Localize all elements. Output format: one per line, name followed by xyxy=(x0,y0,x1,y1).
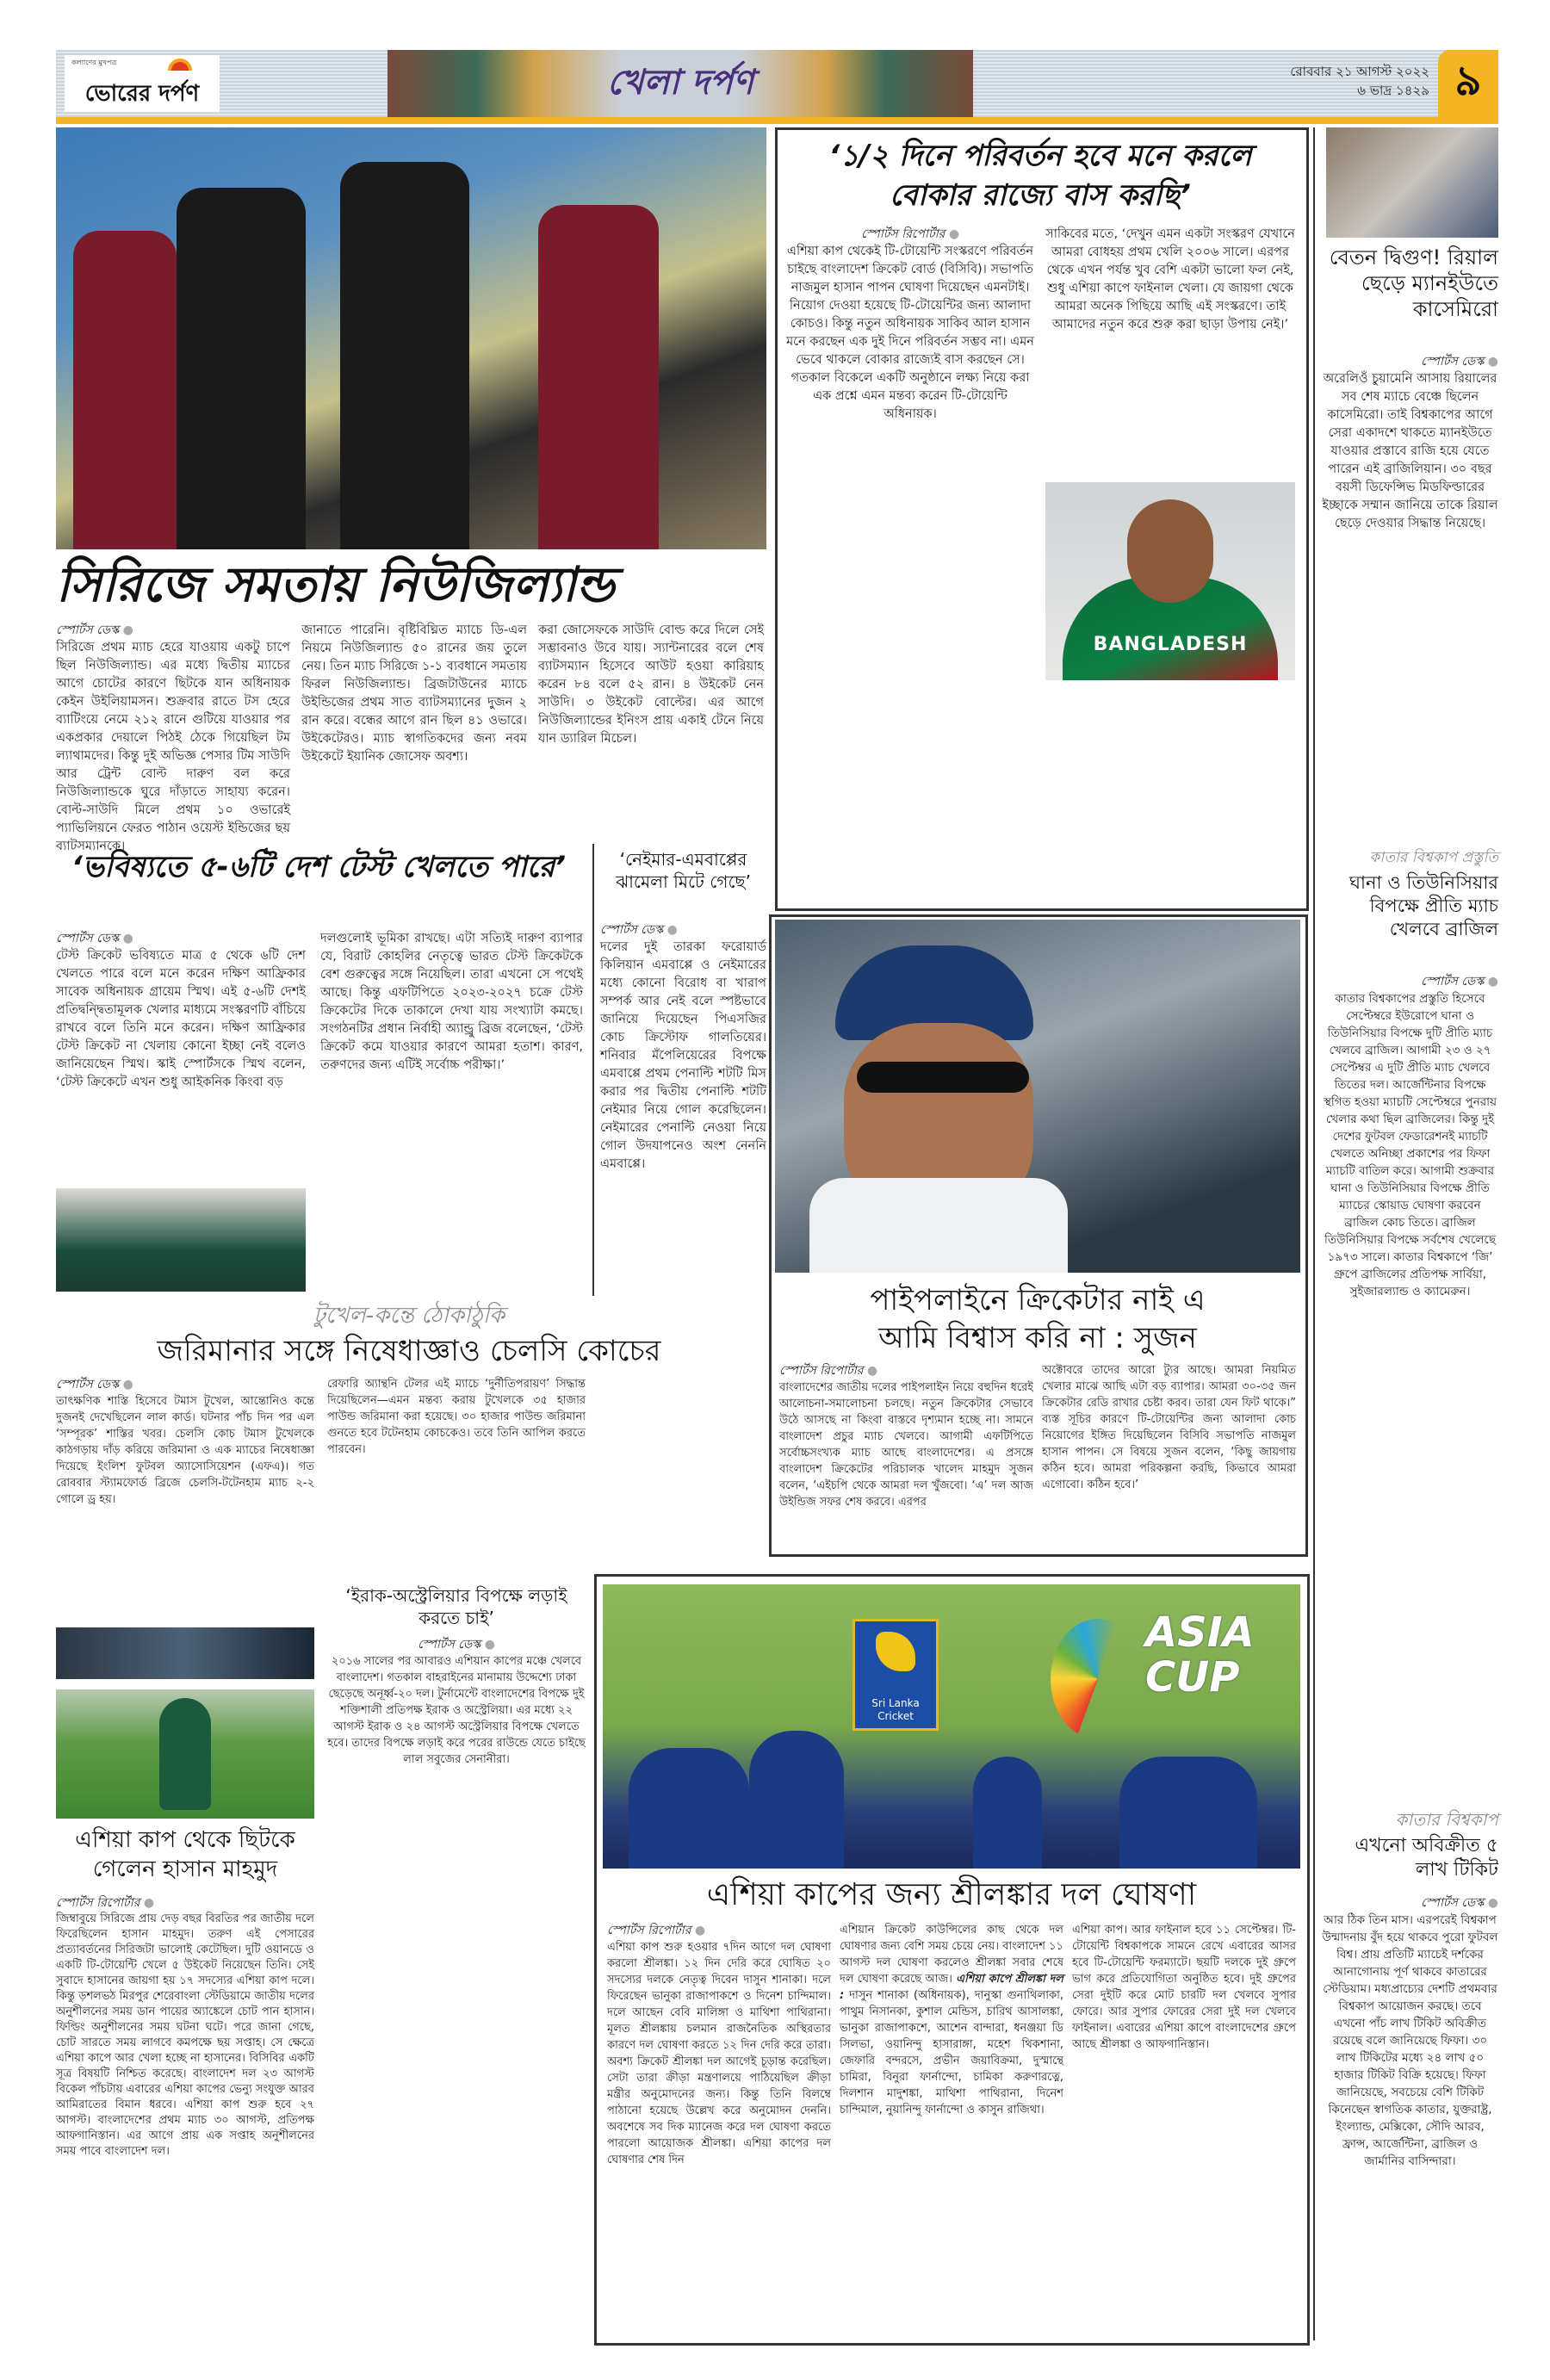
paper-tagline: কল্যাণের মুখপত্র xyxy=(71,59,117,66)
shakib-body-1: এশিয়া কাপ থেকেই টি-টোয়েন্টি সংস্করণে পরিবর্তন চাইছে বাংলাদেশ ক্রিকেট বোর্ড (বিসিবি)। সভাপতি নাজমুল হাসান পাপন ঘোষণা দিয়েছেন এমনটাই। নিয়োগ দেওয়া হয়েছে টি-টোয়েন্টির জন্য আলাদা কোচও। কিন্তু নতুন অধিনায়ক সাকিব আল হাসান মনে করছেন এক দুই দিনে পরিবর্তন সম্ভব না। এমন ভেবে থাকলে বোকার রাজ্যেই বাস করছেন সে। গতকাল বিকেলে একটি অনুষ্ঠানে লক্ষ্য নিয়ে করা এক প্রশ্নে এমন মন্তব্য করেন টি-টোয়েন্টি অধিনায়ক। xyxy=(786,245,1034,421)
srilanka-col-3 xyxy=(1072,1922,1296,2334)
lion-icon xyxy=(876,1632,915,1671)
brazil-byline: স্পোর্টস ডেস্ক ● xyxy=(1322,973,1498,990)
brazil-kicker: কাতার বিশ্বকাপ প্রস্তুতি xyxy=(1369,849,1498,866)
nz-col-2 xyxy=(301,622,527,837)
srilanka-body-3: এশিয়া কাপ। আর ফাইনাল হবে ১১ সেপ্টেম্বর। টি-টোয়েন্টি বিশ্বকাপকে সামনে রেখে এবারের আসর হবে টি-টোয়েন্টি ফরম্যাটে। ছয়টি দলকে দুই গ্রুপে ভাগ করে প্রতিযোগিতা অনুষ্ঠিত হবে। দুই গ্রুপের সেরা দুইটি করে মোট চারটি দল খেলবে সুপার ফোরে। আর সুপার ফোরের সেরা দুই দল খেলবে ফাইনাল। এবারের এশিয়া কাপে বাংলাদেশের গ্রুপে আছে শ্রীলঙ্কা ও আফগানিস্তান। xyxy=(1072,1924,1296,2051)
date-gregorian: রোববার ২১ আগস্ট ২০২২ xyxy=(1290,64,1429,79)
nz-headline[interactable]: সিরিজে সমতায় নিউজিল্যান্ড xyxy=(56,557,615,613)
smith-col-2 xyxy=(320,930,583,1292)
section-title: খেলা দর্পণ xyxy=(606,63,754,102)
hasan-headline[interactable]: এশিয়া কাপ থেকে ছিটকে গেলেন হাসান মাহমুদ xyxy=(75,1827,295,1882)
tickets-body: আর ঠিক তিন মাস। এরপরেই বিশ্বকাপ উন্মাদনায় বুঁদ হয়ে থাকবে পুরো ফুটবল বিশ্ব। প্রায় প্রতিটি ম্যাচেই দর্শকের আনাগোনায় পূর্ণ থাকবে কাতারের স্টেডিয়াম। মধ্যপ্রাচ্যের দেশটি প্রথমবার বিশ্বকাপ আয়োজন করছে। তবে এখনো পাঁচ লাখ টিকিট অবিক্রীত রয়েছে বলে জানিয়েছে ফিফা। ৩০ লাখ টিকিটের মধ্যে ২৪ লাখ ৫০ হাজার টিকিট বিক্রি হয়েছে। ফিফা জানিয়েছে, সবচেয়ে বেশি টিকিট কিনেছেন স্বাগতিক কাতার, যুক্তরাষ্ট্র, ইংল্যান্ড, মেক্সিকো, সৌদি আরব, ফ্রান্স, আর্জেন্টিনা, ব্রাজিল ও জার্মানির বাসিন্দারা। xyxy=(1322,1913,1498,2168)
neymar-col xyxy=(600,921,766,1292)
smith-byline: স্পোর্টস ডেস্ক ● xyxy=(56,930,306,947)
tickets-byline: স্পোর্টস ডেস্ক ● xyxy=(1322,1894,1498,1912)
masthead xyxy=(56,50,1498,124)
sujon-body-1: বাংলাদেশের জাতীয় দলের পাইপলাইন নিয়ে বহুদিন ধরেই আলোচনা-সমালোচনা চলছে। নতুন ক্রিকেটার সেভাবে উঠে আসছে না কিংবা বাস্তবে দৃশ্যমান হচ্ছে না। সামনে বাংলাদেশ প্রচুর ম্যাচ খেলবে। আগামী এফটিপিতে সর্বোচ্চসংখ্যক ম্যাচ আছে বাংলাদেশের। এ প্রসঙ্গে বাংলাদেশ ক্রিকেটের পরিচালক খালেদ মাহমুদ সুজন বলেন, ‘এইচপি থেকে আমরা দল খুঁজবো। ‘এ’ দল আজ উইন্ডিজ সফর শেষ করবে। এরপর xyxy=(779,1381,1033,1509)
tickets-headline[interactable]: এখনো অবিক্রীত ৫ লাখ টিকিট xyxy=(1355,1835,1498,1881)
sri-lanka-cricket-logo xyxy=(852,1619,939,1731)
smith-headline[interactable]: ‘ভবিষ্যতে ৫-৬টি দেশ টেস্ট খেলতে পারে’ xyxy=(71,850,567,884)
iraq-col xyxy=(327,1636,586,2342)
iraq-headline[interactable]: ‘ইরাক-অস্ট্রেলিয়ার বিপক্ষে লড়াই করতে চাই’ xyxy=(345,1585,567,1628)
shakib-headline-line-2: বোকার রাজ্যে বাস করছি’ xyxy=(890,178,1191,213)
tuchel-kicker: টুখেল-কন্তে ঠোকাঠুকি xyxy=(313,1303,505,1329)
right-column-divider xyxy=(1313,127,1315,2340)
tuchel-body-1: তাৎক্ষণিক শাস্তি হিসেবে টমাস টুখেল, আন্তোনিও কন্তে দুজনই দেখেছিলেন লাল কার্ড। ঘটনার পাঁচ দিন পর এল ‘সম্পূরক’ শাস্তির খবর। চেলসি কোচ টমাস টুখেলকে কাঠগড়ায় দাঁড় করিয়ে জরিমানা ও এক ম্যাচের নিষেধাজ্ঞা দিয়েছে ইংলিশ ফুটবল অ্যাসোসিয়েশন (এফএ)। গত রোববার স্ট্যামফোর্ড ব্রিজে চেলসি-টটেনহাম ম্যাচ ২-২ গোলে ড্র হয়। xyxy=(56,1395,314,1506)
srilanka-body-1: এশিয়া কাপ শুরু হওয়ার ৭দিন আগে দল ঘোষণা করলো শ্রীলঙ্কা। ১২ দিন দেরি করে ঘোষিত ২০ সদস্যের দলকে নেতৃত্ব দিবেন দাসুন শানাকা। দলে ফিরেছেন ভানুকা রাজাপাকশে ও দিনেশ চান্দিমাল। দলে আছেন বেবি মালিঙ্গা ও মাথিশা পাথিরানা। মূলত শ্রীলঙ্কায় চলমান রাজনৈতিক অস্থিরতার কারণে দল ঘোষণা করতে ১২ দিন দেরি করে তারা। অবশ্য ক্রিকেট শ্রীলঙ্কা দল আগেই চূড়ান্ত করেছিল। সেটা তারা ক্রীড়া মন্ত্রণালয়ে পাঠিয়েছিল ক্রীড়া মন্ত্রীর অনুমোদনের জন্য। কিন্তু তিনি বিলম্বে পাঠানো হয়েছে উল্লেখ করে অনুমোদন দেননি। অবশেষে সব দিক ম্যানেজ করে দল ঘোষণা করতে পারলো আয়োজক শ্রীলঙ্কা। এশিয়া কাপের দল ঘোষণার শেষ দিন xyxy=(607,1941,831,2166)
sujon-headline[interactable] xyxy=(779,1281,1296,1357)
casemiro-col xyxy=(1322,353,1498,835)
neymar-byline: স্পোর্টস ডেস্ক ● xyxy=(600,921,766,939)
shakib-headline[interactable] xyxy=(785,136,1295,215)
batsman-fan-icon xyxy=(1051,1619,1145,1739)
hasan-photo xyxy=(56,1689,314,1819)
sujon-headline-line-1: পাইপলাইনে ক্রিকেটার নাই এ xyxy=(870,1283,1206,1317)
date-bengali: ৬ ভাদ্র ১৪২৯ xyxy=(1357,83,1429,98)
srilanka-team-photo xyxy=(603,1584,1300,1869)
nz-col-3 xyxy=(538,622,764,837)
smith-col-1 xyxy=(56,930,306,1184)
smith-body-2: দলগুলোই ভূমিকা রাখছে। এটা সত্যিই দারুণ ব্যাপার যে, বিরাট কোহলির নেতৃত্বে ভারত টেস্ট ক্রিকেটকে বেশ গুরুত্বের সঙ্গে নিয়েছিল। তারা এখনো সে পথেই আছে। কিন্তু এফটিপিতে ২০২৩-২০২৭ চক্রে টেস্ট ক্রিকেটের দিকে তাকালে দেখা যায় সংখ্যাটা কমছে। সংগঠনটির প্রধান নির্বাহী অ্যান্ড্রু ব্রিজ বলেছেন, ‘টেস্ট ক্রিকেট কমে যাওয়ার কারণে আমরা হতাশ। কারণ, তরুণদের জন্য এটিই সর্বোচ্চ পরীক্ষা।’ xyxy=(320,932,583,1072)
column-divider xyxy=(592,844,594,1296)
nz-col-1 xyxy=(56,622,290,853)
sujon-photo xyxy=(775,920,1300,1273)
sujon-byline: স্পোর্টস রিপোর্টার ● xyxy=(779,1362,1033,1379)
tuchel-body-2: রেফারি অ্যান্থনি টেলর এই ম্যাচে ‘দুর্নীতিপরায়ণ’ সিদ্ধান্ত দিয়েছিলেন—এমন মন্তব্য করায় টুখেলকে ৩৫ হাজার পাউন্ড জরিমানা করা হয়েছে। ৩০ হাজার পাউন্ড জরিমানা গুনতে হবে টটেনহাম কোচকেও। তবে তিনি আপিল করতে পারবেন। xyxy=(327,1378,586,1456)
paper-name: ভোরের দর্পণ xyxy=(84,81,200,107)
paper-logo[interactable] xyxy=(65,55,220,112)
hasan-byline: স্পোর্টস রিপোর্টার ● xyxy=(56,1894,314,1912)
srilanka-byline: স্পোর্টস রিপোর্টার ● xyxy=(607,1922,831,1939)
brazil-col xyxy=(1322,973,1498,1791)
tuchel-col-2 xyxy=(327,1376,586,1574)
casemiro-headline[interactable]: বেতন দ্বিগুণ! রিয়াল ছেড়ে ম্যানইউতে কাসেমিরো xyxy=(1329,245,1498,321)
tuchel-byline: স্পোর্টস ডেস্ক ● xyxy=(56,1376,314,1393)
neymar-body: দলের দুই তারকা ফরোয়ার্ড কিলিয়ান এমবাপ্পে ও নেইমারের মধ্যে কোনো বিরোধ বা খারাপ সম্পর্ক আর নেই বলে স্পষ্টভাবে জানিয়ে দিয়েছেন পিএসজির কোচ ক্রিস্টোফ গালতিয়ের। শনিবার মঁপেলিয়েরের বিপক্ষে এমবাপ্পে প্রথম পেনাল্টি শটটি মিস করার পর দ্বিতীয় পেনাল্টি শটটি নেইমার নিয়ে গোল করেছিলেন। নেইমারের পেনাল্টি নেওয়া নিয়ে গোল উদযাপনেও অংশ নেননি এমবাপ্পে। xyxy=(600,940,766,1171)
tuchel-col-1 xyxy=(56,1376,314,1621)
tuchel-headline[interactable]: জরিমানার সঙ্গে নিষেধাজ্ঞাও চেলসি কোচের xyxy=(157,1334,661,1368)
srilanka-squad: দাসুন শানাকা (অধিনায়ক), দানুস্কা গুনাথিলাকা, পাথুম নিসানকা, কুশাল মেন্ডিস, চারিথ আসালঙ্কা, ভানুকা রাজাপাকশে, আশেন বান্দারা, ধনঞ্জয়া ডি সিলভা, ওয়ানিন্দু হাসারাঙ্গা, মহেশ থিকশানা, জেফারি বন্দরসে, প্রভীন জয়াবিক্রমা, দুস্মান্থে চামিরা, বিনুরা ফার্নান্দো, চামিকা করুণারত্নে, দিলশান মাদুশঙ্কা, মাথিশা পাথিরানা, দিনেশ চান্দিমাল, নুয়ানিন্দু ফার্নান্দো ও কাসুন রাজিথা। xyxy=(840,1989,1063,2117)
sujon-col-2 xyxy=(1042,1362,1296,1545)
asia-cup-logo xyxy=(1051,1610,1266,1739)
shakib-body-2: সাকিবের মতে, ‘দেখুন এমন একটা সংস্করণ যেখানে আমরা বোধহয় প্রথম খেলি ২০০৬ সালে। এরপর থেকে এখন পর্যন্ত খুব বেশি একটা ভালো ফল নেই, শুধু এশিয়া কাপে ফাইনাল খেলা। যে জায়গা থেকে আমরা অনেক পিছিয়ে আছি এই সংস্করণে। তাই আমাদের নতুন করে শুরু করা ছাড়া উপায় নেই।’ xyxy=(1045,227,1295,332)
shakib-byline: স্পোর্টস রিপোর্টার ● xyxy=(785,226,1035,243)
nz-byline: স্পোর্টস ডেস্ক ● xyxy=(56,622,290,639)
srilanka-col-2 xyxy=(840,1922,1063,2334)
sujon-headline-line-2: আমি বিশ্বাস করি না : সুজন xyxy=(878,1321,1197,1355)
casemiro-byline: স্পোর্টস ডেস্ক ● xyxy=(1322,353,1498,370)
casemiro-body: অরেলিওঁ চুয়ামেনি আসায় রিয়ালের সব শেষ ম্যাচে বেঞ্চে ছিলেন কাসেমিরো। তাই বিশ্বকাপের আগে সেরা একাদশে থাকতে ম্যানইউতে যাওয়ার প্রস্তাবে রাজি হয়ে যেতে পারেন এই ব্রাজিলিয়ান। ৩০ বছর বয়সী ডিফেন্সিভ মিডফিল্ডারের ইচ্ছাকে সম্মান জানিয়ে তাকে রিয়াল ছেড়ে দেওয়ার সিদ্ধান্ত নিয়েছে। xyxy=(1322,372,1498,530)
nz-body-2: জানাতে পারেনি। বৃষ্টিবিঘ্নিত ম্যাচে ডি-এল নিয়মে নিউজিল্যান্ড ৫০ রানের জয় তুলে নেয়। তিন ম্যাচ সিরিজে ১-১ ব্যবধানে সমতায় ফিরল নিউজিল্যান্ড। ব্রিজটাউনের ম্যাচে উইন্ডিজের প্রথম সাত ব্যাটসম্যানের দুজন ২ রান করে। বন্ধের আগে রান ছিল ৪১ ওভারে। উইকেটেরও। ম্যাচ স্বাগতিকদের জন্য নবম উইকেটে ইয়ানিক জোসেফ অবশ্য। xyxy=(301,623,527,764)
srilanka-body-2 xyxy=(840,1922,1063,2118)
smith-body-1: টেস্ট ক্রিকেট ভবিষ্যতে মাত্র ৫ থেকে ৬টি দেশ খেলতে পারে বলে মনে করেন দক্ষিণ আফ্রিকার সাবেক অধিনায়ক গ্রায়েম স্মিথ। এই ৫-৬টি দেশই প্রতিদ্বন্দ্বিতামূলক খেলার মাধ্যমে সংস্করণটি বাঁচিয়ে রাখবে বলে তিনি মনে করেন। দক্ষিণ আফ্রিকার টেস্ট ক্রিকেট না খেলায় কোনো ইচ্ছা নেই বলেও জানিয়েছেন স্মিথ। স্কাই স্পোর্টসকে স্মিথ বলেন, ‘টেস্ট ক্রিকেটে এখন শুধু আইকনিক কিংবা বড় xyxy=(56,949,306,1089)
jersey-brand: BANGLADESH xyxy=(1093,634,1248,655)
page-number: ৯ xyxy=(1438,50,1498,117)
sri-lanka-cricket-label: Sri Lanka Cricket xyxy=(871,1697,920,1722)
issue-date xyxy=(1290,62,1429,100)
sujon-body-2: অক্টোবরে তাদের আরো ট্যুর আছে। আমরা নিয়মিত খেলার মাঝে আছি এটা বড় ব্যাপার। আমরা ৩০-৩৫ জন ক্রিকেটার রেডি রাখার চেষ্টা করব। তারা যেন ফিট থাকে।” ব্যস্ত সূচির কারণে টি-টোয়েন্টির জন্য আলাদা কোচ নিয়োগের ইঙ্গিত দিয়েছিলেন বিসিবি সভাপতি নাজমুল হাসান পাপন। সে বিষয়ে সুজন বলেন, ‘কিছু জায়গায় কঠিন হবে। আমরা পরিকল্পনা করছি, কিভাবে আমরা এগোবো। কঠিন হবে।’ xyxy=(1042,1364,1296,1491)
srilanka-col-1 xyxy=(607,1922,831,2334)
iraq-byline: স্পোর্টস ডেস্ক ● xyxy=(327,1636,586,1653)
brazil-body: কাতার বিশ্বকাপের প্রস্তুতি হিসেবে সেপ্টেম্বরে ইউরোপে ঘানা ও তিউনিসিয়ার বিপক্ষে দুটি প্রীতি ম্যাচ খেলবে ব্রাজিল। আগামী ২৩ ও ২৭ সেপ্টেম্বর এ দুটি প্রীতি ম্যাচ খেলবে তিতের দল। আর্জেন্টিনার বিপক্ষে স্থগিত হওয়া ম্যাচটি সেপ্টেম্বরে পুনরায় খেলার কথা ছিল ব্রাজিলের। কিন্তু দুই দেশের ফুটবল ফেডারেশনই ম্যাচটি খেলতে অনিচ্ছা প্রকাশের পর ফিফা ম্যাচটি বাতিল করে। আগামী শুক্রবার ঘানা ও তিউনিসিয়ার বিপক্ষে প্রীতি ম্যাচের স্কোয়াড ঘোষণা করবেন ব্রাজিল কোচ তিতে। ব্রাজিল তিউনিসিয়ার বিপক্ষে সর্বশেষ খেলেছে ১৯৭৩ সালে। কাতার বিশ্বকাপে ‘জি’ গ্রুপে ব্রাজিলের প্রতিপক্ষ সার্বিয়া, সুইজারল্যান্ড ও ক্যামেরুন। xyxy=(1323,992,1497,1298)
brazil-headline[interactable]: ঘানা ও তিউনিসিয়ার বিপক্ষে প্রীতি ম্যাচ খেলবে ব্রাজিল xyxy=(1348,872,1498,939)
hasan-col xyxy=(56,1894,314,2342)
srilanka-body-2-text: এশিয়ান ক্রিকেট কাউন্সিলের কাছ থেকে দল ঘোষণার জন্য বেশি সময় চেয়ে নেয়। বাংলাদেশ ১১ আগস্ট দল ঘোষণা করলেও শ্রীলঙ্কা সবার শেষে দল ঘোষণা করেছে আজ। xyxy=(840,1924,1063,1986)
shakib-col-2 xyxy=(1045,226,1295,475)
tickets-kicker: কাতার বিশ্বকাপ xyxy=(1395,1809,1498,1830)
nz-body-3: করা জোসেফকে সাউদি বোল্ড করে দিলে সেই সম্ভাবনাও উবে যায়। স্যান্টনারের বলে শেষ ব্যাটসম্যান হিসেবে আউট হওয়া কারিয়াহ করেন ৮৪ বলে ৫২ রান। ৪ উইকেট নেন সাউদি। ৩ উইকেট বোল্টের। এর আগে নিউজিল্যান্ডের ইনিংস প্রায় একাই টেনে নিয়ে যান ড্যারিল মিচেল। xyxy=(538,623,764,746)
shakib-col-1 xyxy=(785,226,1035,897)
shakib-photo xyxy=(1045,482,1295,680)
iraq-body: ২০১৬ সালের পর আবারও এশিয়ান কাপের মঞ্চে খেলবে বাংলাদেশ। গতকাল বাহরাইনের মানামায় উদ্দেশ্যে ঢাকা ছেড়েছে অনূর্ধ্ব-২০ দল। টুর্নামেন্টে বাংলাদেশের বিপক্ষে দুই শক্তিশালী প্রতিপক্ষ ইরাক ও অস্ট্রেলিয়া। এর মধ্যে ২২ আগস্ট ইরাক ও ২৪ আগস্ট অস্ট্রেলিয়ার বিপক্ষে খেলতে হবে। তাদের বিপক্ষে লড়াই করে পরের রাউন্ডে যেতে চাইছে লাল সবুজের সেনানীরা। xyxy=(327,1655,586,1766)
section-banner xyxy=(388,50,973,117)
sujon-col-1 xyxy=(779,1362,1033,1545)
nz-match-photo xyxy=(56,127,766,549)
nz-body-1: সিরিজে প্রথম ম্যাচ হেরে যাওয়ায় একটু চাপে ছিল নিউজিল্যান্ড। এর মধ্যে দ্বিতীয় ম্যাচের আগে চোটের কারণে ছিটকে যান অধিনায়ক কেইন উইলিয়ামসন। শুক্রবার রাতে টস হেরে ব্যাটিংয়ে নেমে ২১২ রানে গুটিয়ে যাওয়ার পর একপ্রকার দেয়ালে পিঠই ঠেকে গিয়েছিল টম ল্যাথামদের। কিন্তু দুই অভিজ্ঞ পেসার টিম সাউদি আর ট্রেন্ট বোল্ট দারুণ বল করে নিউজিল্যান্ডকে ঘুরে দাঁড়াতে সাহায্য করেন। বোল্ট-সাউদি মিলে প্রথম ১০ ওভারেই প্যাভিলিয়নে ফেরত পাঠান ওয়েস্ট ইন্ডিজের ছয় ব্যাটসম্যানকে। xyxy=(56,641,290,853)
shakib-headline-line-1: ‘১/২ দিনে পরিবর্তন হবে মনে করলে xyxy=(828,139,1252,173)
sun-icon xyxy=(168,59,192,71)
srilanka-headline[interactable]: এশিয়া কাপের জন্য শ্রীলঙ্কার দল ঘোষণা xyxy=(706,1877,1197,1912)
asia-cup-label: ASIA CUP xyxy=(1145,1608,1255,1701)
tickets-col xyxy=(1322,1894,1498,2342)
smith-photo xyxy=(56,1188,306,1292)
casemiro-photo xyxy=(1326,127,1498,238)
tuchel-photo xyxy=(56,1627,314,1679)
neymar-headline[interactable]: ‘নেইমার-এমবাপ্পের ঝামেলা মিটে গেছে’ xyxy=(616,849,751,892)
hasan-body: জিম্বাবুয়ে সিরিজে প্রায় দেড় বছর বিরতির পর জাতীয় দলে ফিরেছিলেন হাসান মাহমুদ। তরুণ এই পেসারের প্রত্যাবর্তনের সিরিজটা ভালোই কেটেছিল। দুটি ওয়ানডে ও একটি টি-টোয়েন্টি খেলে ৫ উইকেট নিয়েছেন তিনি। সেই সুবাদে হাসানের জায়গা হয় ১৭ সদস্যের এশিয়া কাপ দলে। কিন্তু ড়শলভঠ মিরপুর শেরেবাংলা স্টেডিয়ামে জাতীয় দলের অনুশীলনের সময় ডান পায়ের অ্যাঙ্কেলে চোট পান হাসান। ফিল্ডিং অনুশীলনের সময় ঘটনা ঘটে। পরে জানা গেছে, চোট সারতে সময় লাগবে কমপক্ষে ছয় সপ্তাহ। সে ক্ষেত্রে এশিয়া কাপে আর খেলা হচ্ছে না হাসানের। বিসিবির একটি সূত্র বিষয়টি নিশ্চিত করেছে। বাংলাদেশ দল ২৩ আগস্ট বিকেল পাঁচটায় এবারের এশিয়া কাপের ভেন্যু সংযুক্ত আরব আমিরাতের বিমান ধরবে। এশিয়া কাপ শুরু হবে ২৭ আগস্ট। বাংলাদেশের প্রথম ম্যাচ ৩০ আগস্ট, প্রতিপক্ষ আফগানিস্তান। এর আগে প্রায় এক সপ্তাহ অনুশীলনের সময় পাবে বাংলাদেশ দল। xyxy=(56,1912,314,2158)
srilanka-squad-label: এশিয়া কাপে শ্রীলঙ্কা দল : xyxy=(840,1973,1063,2002)
